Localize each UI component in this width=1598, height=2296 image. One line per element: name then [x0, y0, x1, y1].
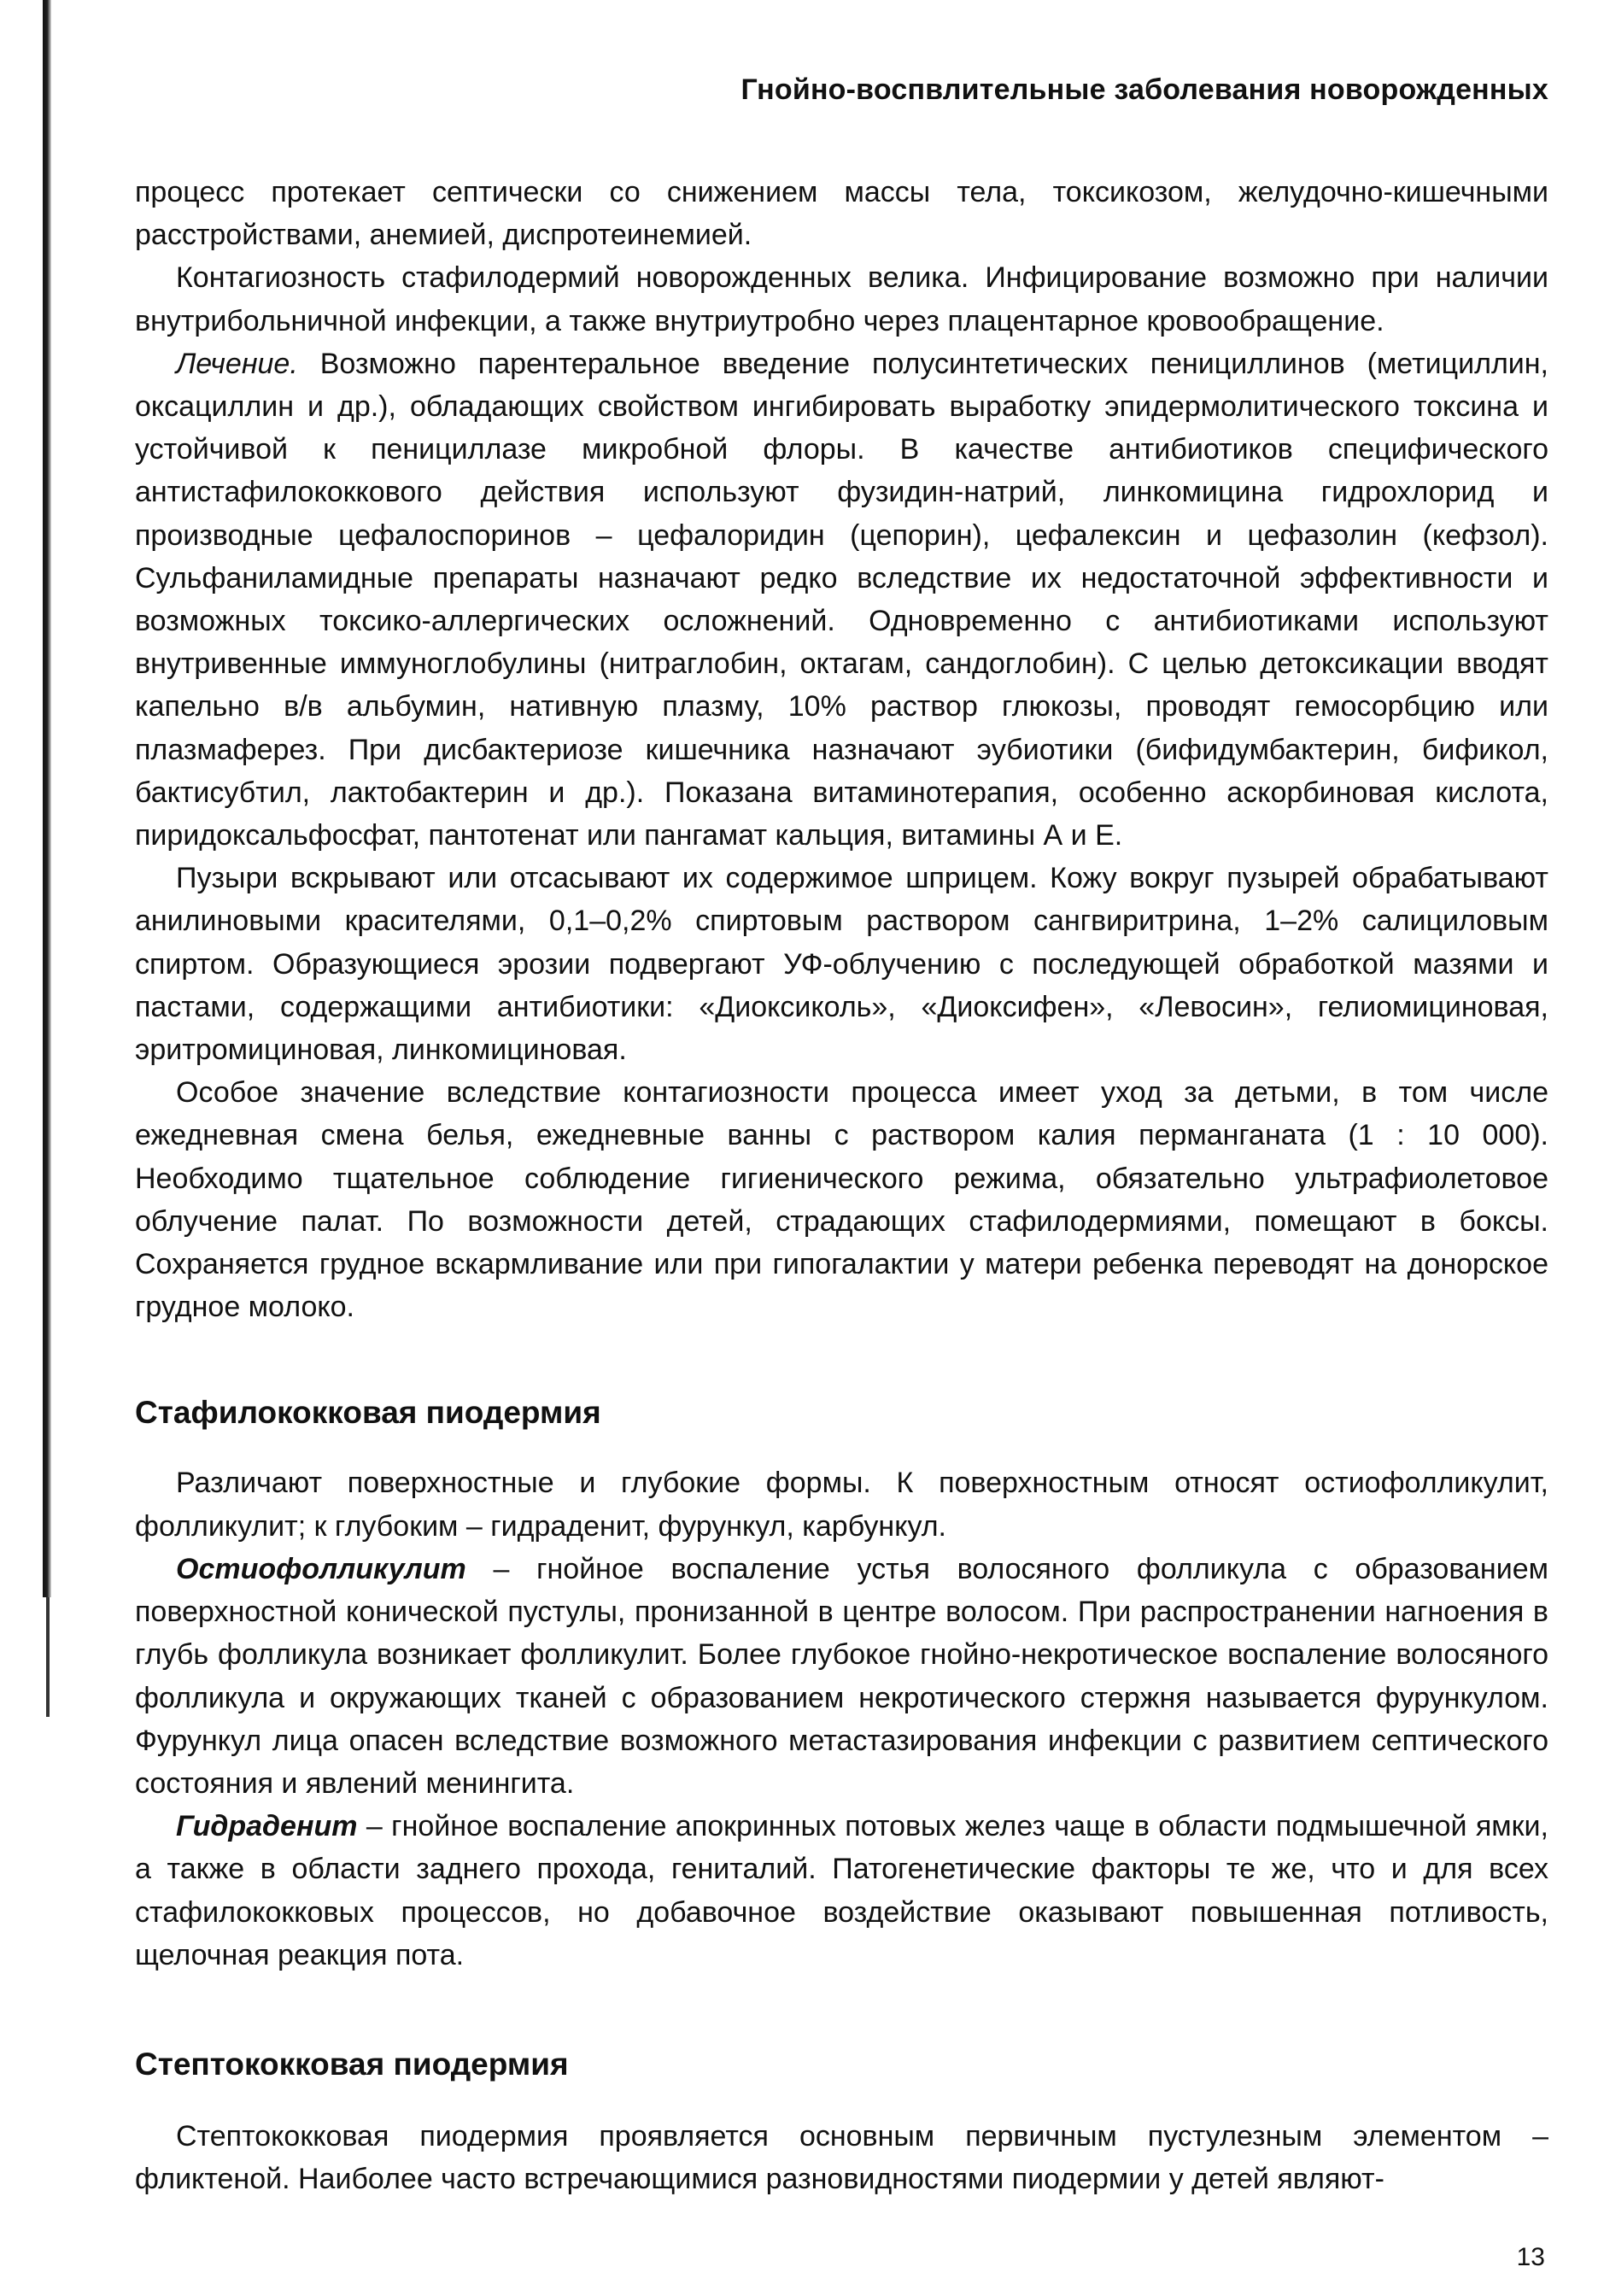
- page-number: 13: [1516, 2243, 1545, 2271]
- paragraph-text: – гнойное воспаление апокринных потовых желез чаще в области подмышечной ямки, а также в области заднего прохода, гениталий. Патогенетические факторы те же, что и для всех стафилококковых процессов, но добавочное воздействие оказывают повышенная потливость, щелочная реакция пота.: [135, 1810, 1548, 1971]
- paragraph: [135, 1805, 1548, 1977]
- paragraph-text: – гнойное воспаление устья волосяного фолликула с образованием поверхностной конической пустулы, пронизанной в центре волосом. При распространении нагноения в глубь фолликула возникает фолликулит. Более глубокое гнойно-некротическое воспаление волосяного фолликула и окружающих тканей с образованием некротического стержня называется фурункулом. Фурункул лица опасен вследствие возможного метастазирования инфекции с развитием септического состояния и явлений менингита.: [135, 1552, 1548, 1800]
- term-treatment: Лечение.: [176, 347, 298, 380]
- scan-binding-edge-lower: [46, 1597, 50, 1717]
- paragraph: Контагиозность стафилодермий новорожденных велика. Инфицирование возможно при наличии внутрибольничной инфекции, а также внутриутробно через плацентарное кровообращение.: [135, 261, 1548, 337]
- paragraph: [135, 1548, 1548, 1805]
- paragraph: Особое значение вследствие контагиозности процесса имеет уход за детьми, в том числе ежедневная смена белья, ежедневные ванны с раствором калия перманганата (1 : 10 000). Необходимо тщательное соблюдение гигиенического режима, обязательно ультрафиолетовое облучение палат. По возможности детей, страдающих стафилодермиями, помещают в боксы. Сохраняется грудное вскармливание или при гипогалактии у матери ребенка переводят на донорское грудное молоко.: [135, 1076, 1548, 1324]
- paragraph: [135, 343, 1548, 857]
- section-heading-staph: Стафилококковая пиодермия: [135, 1395, 601, 1431]
- paragraph: Стептококковая пиодермия проявляется основным первичным пустулезным элементом – фликтеной. Наиболее часто встречающимися разновидностями пиодермии у детей являют-: [135, 2119, 1548, 2196]
- term-hidradenitis: Гидраденит: [176, 1810, 358, 1843]
- paragraph: Пузыри вскрывают или отсасывают их содержимое шприцем. Кожу вокруг пузырей обрабатывают анилиновыми красителями, 0,1–0,2% спиртовым раствором сангвиритрина, 1–2% салициловым спиртом. Образующиеся эрозии подвергают УФ-облучению с последующей обработкой мазями и пастами, содержащими антибиотики: «Диоксиколь», «Диоксифен», «Левосин», гелиомициновая, эритромициновая, линкомициновая.: [135, 862, 1548, 1067]
- section-heading-strep: Стептококковая пиодермия: [135, 2046, 569, 2082]
- paragraph: процесс протекает септически со снижением массы тела, токсикозом, желудочно-кишечными расстройствами, анемией, диспротеинемией.: [135, 176, 1548, 252]
- scan-binding-edge: [43, 0, 51, 1597]
- paragraph: Различают поверхностные и глубокие формы. К поверхностным относят остиофолликулит, фолликулит; к глубоким – гидраденит, фурункул, карбункул.: [135, 1467, 1548, 1543]
- running-header: Гнойно-воспвлительные заболевания новорожденных: [740, 73, 1548, 106]
- page-body: [135, 171, 1548, 2200]
- term-ostiofolliculitis: Остиофолликулит: [176, 1552, 466, 1585]
- paragraph-text: Возможно парентеральное введение полусинтетических пенициллинов (метициллин, оксациллин и др.), обладающих свойством ингибировать выработку эпидермолитического токсина и устойчивой к пенициллазе микробной флоры. В качестве антибиотиков специфического антистафилококкового действия используют фузидин-натрий, линкомицина гидрохлорид и производные цефалоспоринов – цефалоридин (цепорин), цефалексин и цефазолин (кефзол). Сульфаниламидные препараты назначают редко вследствие их недостаточной эффективности и возможных токсико-аллергических осложнений. Одновременно с антибиотиками используют внутривенные иммуноглобулины (нитраглобин, октагам, сандоглобин). С целью детоксикации вводят капельно в/в альбумин, нативную плазму, 10% раствор глюкозы, проводят гемосорбцию или плазмаферез. При дисбактериозе кишечника назначают эубиотики (бифидумбактерин, бификол, бактисубтил, лактобактерин и др.). Показана витаминотерапия, особенно аскорбиновая кислота, пиридоксальфосфат, пантотенат или пангамат кальция, витамины А и Е.: [135, 347, 1548, 852]
